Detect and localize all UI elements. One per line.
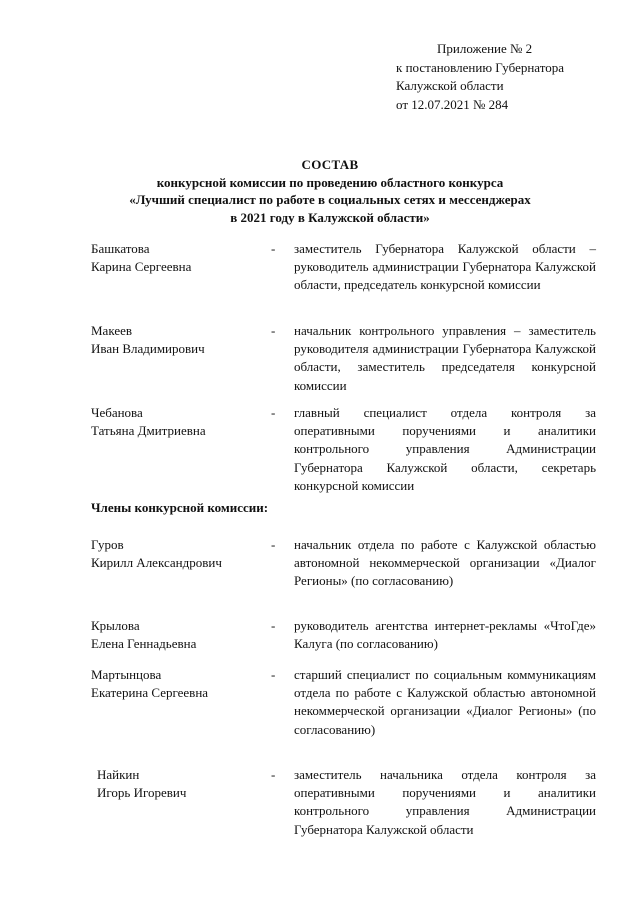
annex-line-3: Калужской области <box>396 78 504 93</box>
dash-separator: - <box>271 767 276 782</box>
dash-separator: - <box>271 323 276 338</box>
member-given-name: Татьяна Дмитриевна <box>91 423 206 439</box>
member-role: начальник контрольного управления – заместитель руководителя администрации Губернатора Калужской области, заместитель председателя конкурсной комиссии <box>294 323 596 393</box>
title-main: СОСТАВ <box>301 157 359 172</box>
member-role: главный специалист отдела контроля за оперативными поручениями и аналитики контрольного управления Администрации Губернатора Калужской области, секретарь конкурсной комиссии <box>294 405 596 493</box>
annex-line-1: Приложение № 2 <box>437 41 533 56</box>
member-name <box>97 766 267 802</box>
member-given-name: Иван Владимирович <box>91 341 205 357</box>
member-role: заместитель Губернатора Калужской области – руководитель администрации Губернатора Калужской области, председатель конкурсной комиссии <box>294 241 596 293</box>
member-surname: Крылова <box>91 618 140 633</box>
member-name <box>91 617 261 653</box>
member-surname: Макеев <box>91 323 132 338</box>
dash-separator: - <box>271 537 276 552</box>
member-given-name: Елена Геннадьевна <box>91 636 197 652</box>
member-surname: Чебанова <box>91 405 143 420</box>
member-name <box>91 666 261 702</box>
members-heading: Члены конкурсной комиссии: <box>91 500 269 515</box>
member-given-name: Карина Сергеевна <box>91 259 192 275</box>
member-role: руководитель агентства интернет-рекламы «ЧтоГде» Калуга (по согласованию) <box>294 618 596 652</box>
title-line-3: «Лучший специалист по работе в социальных сетях и мессенджерах <box>129 192 531 207</box>
member-given-name: Екатерина Сергеевна <box>91 685 209 701</box>
member-name <box>91 536 261 572</box>
member-surname: Мартынцова <box>91 667 162 682</box>
member-surname: Гуров <box>91 537 124 552</box>
member-role: старший специалист по социальным коммуникациям отдела по работе с Калужской областью автономной некоммерческой организации «Диалог Регионы» (по согласованию) <box>294 667 596 737</box>
member-surname: Башкатова <box>91 241 150 256</box>
member-role: заместитель начальника отдела контроля за оперативными поручениями и аналитики контрольного управления Администрации Губернатора Калужской области <box>294 767 596 837</box>
annex-header <box>396 40 626 114</box>
member-name <box>91 404 261 440</box>
member-name <box>91 240 261 276</box>
document-title <box>60 156 600 226</box>
member-role: начальник отдела по работе с Калужской областью автономной некоммерческой организации «Диалог Регионы» (по согласованию) <box>294 537 596 589</box>
member-given-name: Кирилл Александрович <box>91 555 222 571</box>
member-given-name: Игорь Игоревич <box>97 785 187 801</box>
dash-separator: - <box>271 667 276 682</box>
annex-line-4: от 12.07.2021 № 284 <box>396 96 509 112</box>
title-line-2: конкурсной комиссии по проведению областного конкурса <box>156 174 504 190</box>
dash-separator: - <box>271 405 276 420</box>
member-surname: Найкин <box>97 767 140 782</box>
title-line-4: в 2021 году в Калужской области» <box>230 209 430 225</box>
member-name <box>91 322 261 358</box>
dash-separator: - <box>271 241 276 256</box>
dash-separator: - <box>271 618 276 633</box>
annex-line-2: к постановлению Губернатора <box>396 59 565 75</box>
